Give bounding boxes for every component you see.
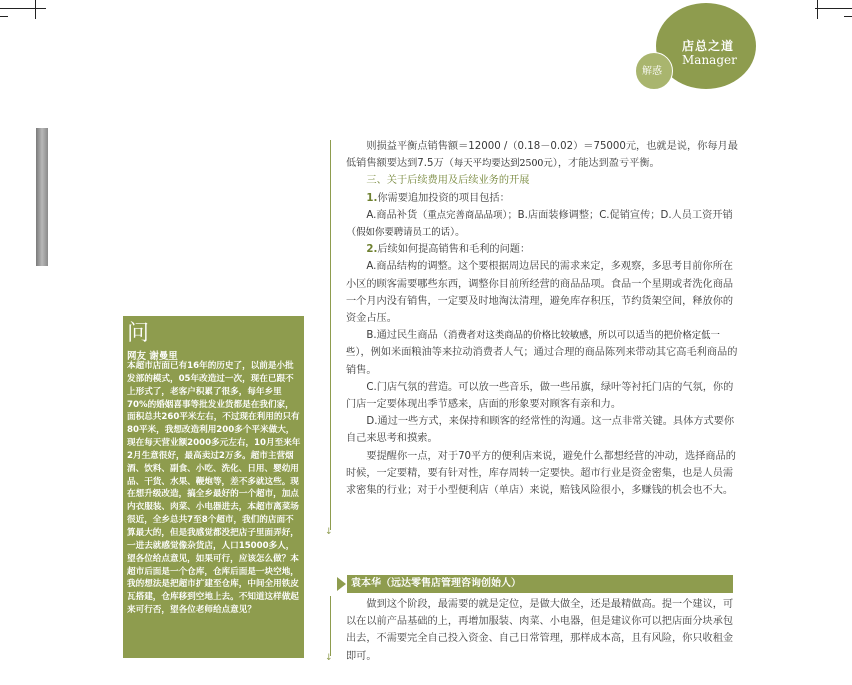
arrow-down-icon: ↓ xyxy=(325,527,333,537)
expert-header: 袁本华（远达零售店管理咨询创始人） xyxy=(347,575,733,593)
answer-paragraph: 则损益平衡点销售额＝12000 /（0.18－0.02）＝75000元，也就是说，你每月最低销售额要达到7.5万（每天平均要达到2500元），才能达到盈亏平衡。 xyxy=(346,141,738,170)
answer-paragraph: A.商品补货（重点完善商品品项）；B.店面装修调整；C.促销宣传；D.人员工资开销（假如你要聘请员工的话）。 xyxy=(346,209,733,239)
crop-mark xyxy=(817,0,818,19)
answer-subheading: 2.后续如何提高销售和毛利的问题： xyxy=(366,244,531,256)
answer-subheading: 1.你需要追加投资的项目包括： xyxy=(366,192,510,204)
answer-paragraph: B.通过民生商品（消费者对这类商品的价格比较敏感，所以可以适当的把价格定低一些），例如米面粮油等来拉动消费者人气；通过合理的商品陈列来带动其它高毛利商品的销售。 xyxy=(346,330,738,376)
crop-mark xyxy=(35,0,36,19)
crop-mark xyxy=(844,16,852,17)
column-rule xyxy=(330,596,331,656)
answer-paragraph: A.商品结构的调整。这个要根据周边居民的需求来定，多观察，多思考目前你所在小区的顾客需要哪些东西，调整你目前所经营的商品品项。食品一个星期或者洗化商品一个月内没有销售，一定要及时地淘汰清理，避免库存积压，节约货架空间，释放你的资金占压。 xyxy=(346,261,734,325)
gray-margin-bar xyxy=(36,128,48,266)
answer-heading: 三、关于后续费用及后续业务的开展 xyxy=(366,175,530,187)
section-title-cn: 店总之道 xyxy=(682,39,735,53)
expert-paragraph: 做到这个阶段，最需要的就是定位，是做大做全，还是最精做高。提一个建议，可以在以前产品基础的上，再增加服装、肉菜、小电器，但是建议你可以把店面分块承包出去，不需要完全自己投入资金、自己日常管理，那样成本高，且有风险，你只收租金即可。 xyxy=(346,599,734,662)
answer-paragraph: 要提醒你一点，对于70平方的便利店来说，避免什么都想经营的冲动，选择商品的时候，一定要精，要有针对性，库存周转一定要快。超市行业是资金密集，也是人员需求密集的行业；对于小型便利店（单店）来说，赔钱风险很小，多赚钱的机会也不大。 xyxy=(346,450,736,497)
pointer-triangle-icon xyxy=(337,577,346,591)
crop-mark xyxy=(815,8,852,9)
question-author: 网友 谢曼里 xyxy=(127,351,178,362)
crop-mark xyxy=(0,16,8,17)
section-label: 解惑 xyxy=(642,66,662,77)
answer-column xyxy=(346,138,738,499)
column-rule xyxy=(330,140,331,530)
expert-answer xyxy=(346,596,738,665)
arrow-down-icon: ↓ xyxy=(325,653,333,663)
question-mark: 问 xyxy=(127,321,150,346)
answer-paragraph: C.门店气氛的营造。可以放一些音乐，做一些吊旗，绿叶等衬托门店的气氛，你的门店一定要体现出季节感来，店面的形象要对顾客有亲和力。 xyxy=(346,381,734,411)
question-body: 本超市店面已有16年的历史了，以前是小批发部的模式，05年改造过一次，现在已跟不上形式了，老客户积累了很多，每年乡里70%的婚姻喜事等批发业货都是在我们家，面积总共260平米左右，不过现在利用的只有80平米，我想改造利用200多个平米做大，现在每天营业额2000多元左右，10月至来年2月生意很好，最高卖过2万多。超市主营烟酒、饮料、副食、小吃、洗化、日用、婴幼用品、干货、水果、鞭炮等，差不多就这些。现在想升级改造，搞全乡最好的一个超市，加点内衣服装、肉菜、小电器进去，本超市离菜场很近，全乡总共7至8个超市，我们的店面不算最大的，但是我感觉都没把店子里面弄好，一进去就感觉像杂货店，人口15000多人，望各位给点意见，如果可行，应该怎么做？本超市后面是一个仓库，仓库后面是一块空地，我的想法是把超市扩建至仓库，中间全用铁皮瓦搭建，仓库移到空地上去。不知道这样做起来可行否，望各位老师给点意见？ xyxy=(127,361,301,616)
section-title-en: Manager xyxy=(682,53,737,67)
crop-mark xyxy=(0,8,46,9)
question-box xyxy=(123,316,304,658)
answer-paragraph: D.通过一些方式，来保持和顾客的经常性的沟通。这一点非常关键。具体方式要你自己来思考和摸索。 xyxy=(346,416,735,445)
